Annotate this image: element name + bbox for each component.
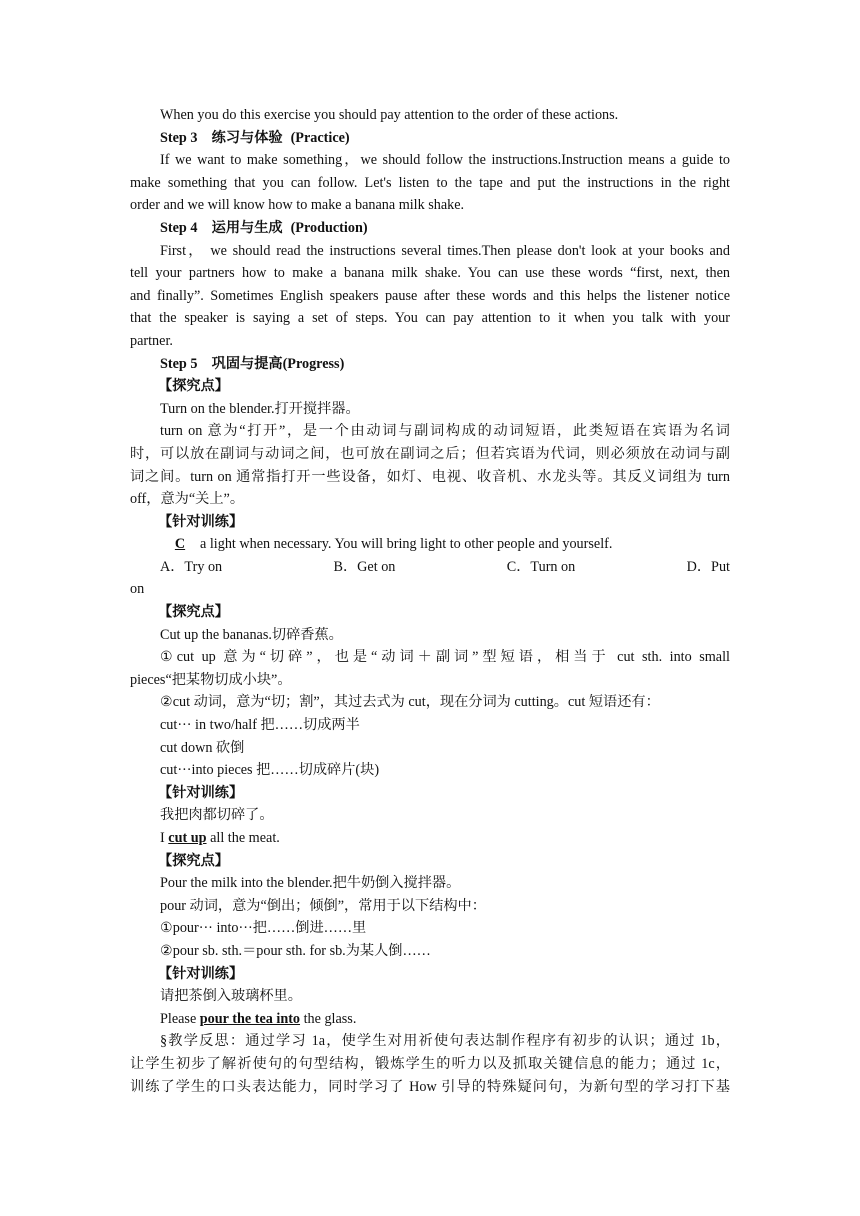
text-line: First， we should read the instructions several times.Then please don't look at your books and [160,242,730,259]
text-line: ②cut 动词，意为“切；割”，其过去式为 cut，现在分词为 cutting。cut 短语还有： [160,694,660,711]
text-line: on [130,581,145,598]
text-line: pour 动词，意为“倒出；倾倒”，常用于以下结构中： [160,897,486,914]
answer-line: Please pour the tea into the glass. [160,1010,357,1027]
text-line: order and we will know how to make a banana milk shake. [130,197,465,214]
answer-text: pour the tea into [199,1010,301,1027]
text-line: and finally”. Sometimes English speakers pause after these words and this helps the listener notice [130,287,730,304]
option-a: A．Try on [160,558,223,575]
text-line: ①pour··· into···把……倒进……里 [160,920,367,937]
step-4-heading: Step 4 运用与生成 (Production) [160,219,368,236]
text-line: If we want to make something，we should follow the instructions.Instruction means a guide to [160,152,730,169]
text-line: pieces“把某物切成小块”。 [130,671,292,688]
text-line: 请把茶倒入玻璃杯里。 [160,988,302,1005]
text-line: make something that you can follow. Let's listen to the tape and put the instructions in the right [130,174,730,191]
text-line: When you do this exercise you should pay attention to the order of these actions. [160,107,619,123]
text-line: Turn on the blender.打开搅拌器。 [160,400,360,417]
question-line: C a light when necessary. You will bring light to other people and yourself. [130,533,730,556]
text-line: Pour the milk into the blender.把牛奶倒入搅拌器。 [160,875,461,892]
reflection-line: 让学生初步了解祈使句的句型结构，锻炼学生的听力以及抓取关键信息的能力；通过 1c， [130,1055,730,1072]
options-row [130,556,730,579]
section-tag: 【针对训练】 [158,784,244,801]
text-line: off，意为“关上”。 [130,491,245,508]
section-tag: 【针对训练】 [158,513,244,530]
answer-blank: C [174,536,186,553]
text-line: cut···into pieces 把……切成碎片(块) [160,762,380,779]
reflection-line: §教学反思：通过学习 1a，使学生对用祈使句表达制作程序有初步的认识；通过 1b， [160,1033,730,1050]
text-line: partner. [130,332,173,349]
text-line: ①cut up 意为“切碎”，也是“动词＋副词”型短语，相当于 cut sth. into small [160,649,730,666]
text-line: Cut up the bananas.切碎香蕉。 [160,626,343,643]
step-3-heading: Step 3 练习与体验 (Practice) [160,129,350,146]
answer-line: I cut up all the meat. [160,830,280,846]
section-tag: 【探究点】 [158,378,229,395]
text-line: cut··· in two/half 把……切成两半 [160,717,360,734]
option-c: C．Turn on [506,558,576,575]
option-d: D．Put [686,558,730,575]
section-tag: 【针对训练】 [158,965,244,982]
text-line: turn on 意为“打开”，是一个由动词与副词构成的动词短语，此类短语在宾语为名词 [160,423,730,440]
text-line: 我把肉都切碎了。 [160,807,274,824]
answer-text: cut up [168,830,207,846]
text-line: that the speaker is saying a set of steps. You can pay attention to it when you talk with your [130,310,730,327]
document-page [130,104,730,1098]
text-line: ②pour sb. sth.＝pour sth. for sb.为某人倒…… [160,942,431,959]
step-5-heading: Step 5 巩固与提高(Progress) [160,355,345,372]
option-b: B．Get on [333,558,396,575]
reflection-line: 训练了学生的口头表达能力，同时学习了 How 引导的特殊疑问句，为新句型的学习打下基 [130,1078,730,1095]
text-line: 词之间。turn on 通常指打开一些设备，如灯、电视、收音机、水龙头等。其反义词组为 turn [130,468,730,485]
text-line: cut down 砍倒 [160,739,245,756]
text-line: tell your partners how to make a banana milk shake. You can use these words “first, next, then [130,265,730,282]
section-tag: 【探究点】 [158,852,229,869]
section-tag: 【探究点】 [158,604,229,621]
text-line: 时，可以放在副词与动词之间，也可放在副词之后；但若宾语为代词，则必须放在动词与副 [130,445,730,462]
